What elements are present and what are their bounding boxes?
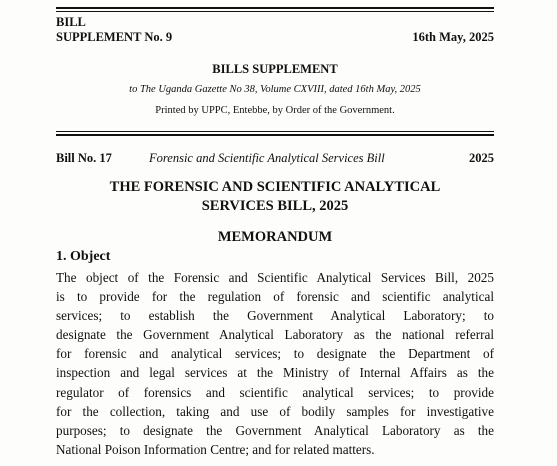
gazette-reference: to The Uganda Gazette No 38, Volume CXVIII, dated 16th May, 2025 — [129, 84, 421, 95]
paragraph-line: inspection and legal services at the Ministry of Internal Affairs as the — [56, 365, 494, 381]
printer-line: Printed by UPPC, Entebbe, by Order of the Government. — [155, 105, 395, 116]
header-bill-label: BILL — [56, 15, 86, 29]
paragraph-line: National Poison Information Centre; and for related matters. — [56, 441, 375, 457]
bill-title-line-1: THE FORENSIC AND SCIENTIFIC ANALYTICAL — [109, 179, 441, 195]
object-paragraph — [56, 268, 494, 459]
middle-rule-thin — [56, 131, 494, 132]
bills-supplement-heading: BILLS SUPPLEMENT — [212, 62, 338, 76]
bill-short-name: Forensic and Scientific Analytical Services Bill — [149, 151, 385, 165]
top-rule-thin — [56, 11, 494, 12]
header-date: 16th May, 2025 — [412, 30, 494, 44]
section-heading-object: 1. Object — [56, 249, 111, 264]
bill-title-line-2: SERVICES BILL, 2025 — [201, 198, 349, 214]
bill-year: 2025 — [469, 151, 494, 165]
paragraph-line: regulator of forensics and scientific analytical services; to provide — [56, 384, 494, 400]
paragraph-line: designate the Government Analytical Laboratory as the national referral — [56, 327, 494, 343]
memorandum-heading: MEMORANDUM — [217, 229, 333, 245]
paragraph-line: The object of the Forensic and Scientific Analytical Services Bill, 2025 — [56, 270, 494, 285]
paragraph-line: purposes; to designate the Government Analytical Laboratory as the — [56, 422, 494, 438]
bill-number: Bill No. 17 — [56, 151, 112, 165]
paragraph-line: is to provide for the regulation of forensic and scientific analytical — [56, 289, 494, 305]
paragraph-line: for the collection, taking and use of bodily samples for investigative — [56, 403, 494, 419]
top-rule-thick — [56, 7, 494, 9]
paragraph-line: for forensic and analytical services; to designate the Department of — [56, 346, 494, 362]
middle-rule-thick — [56, 134, 494, 136]
header-supplement-number: SUPPLEMENT No. 9 — [56, 30, 173, 44]
paragraph-line: services; to establish the Government Analytical Laboratory; to — [56, 308, 494, 324]
